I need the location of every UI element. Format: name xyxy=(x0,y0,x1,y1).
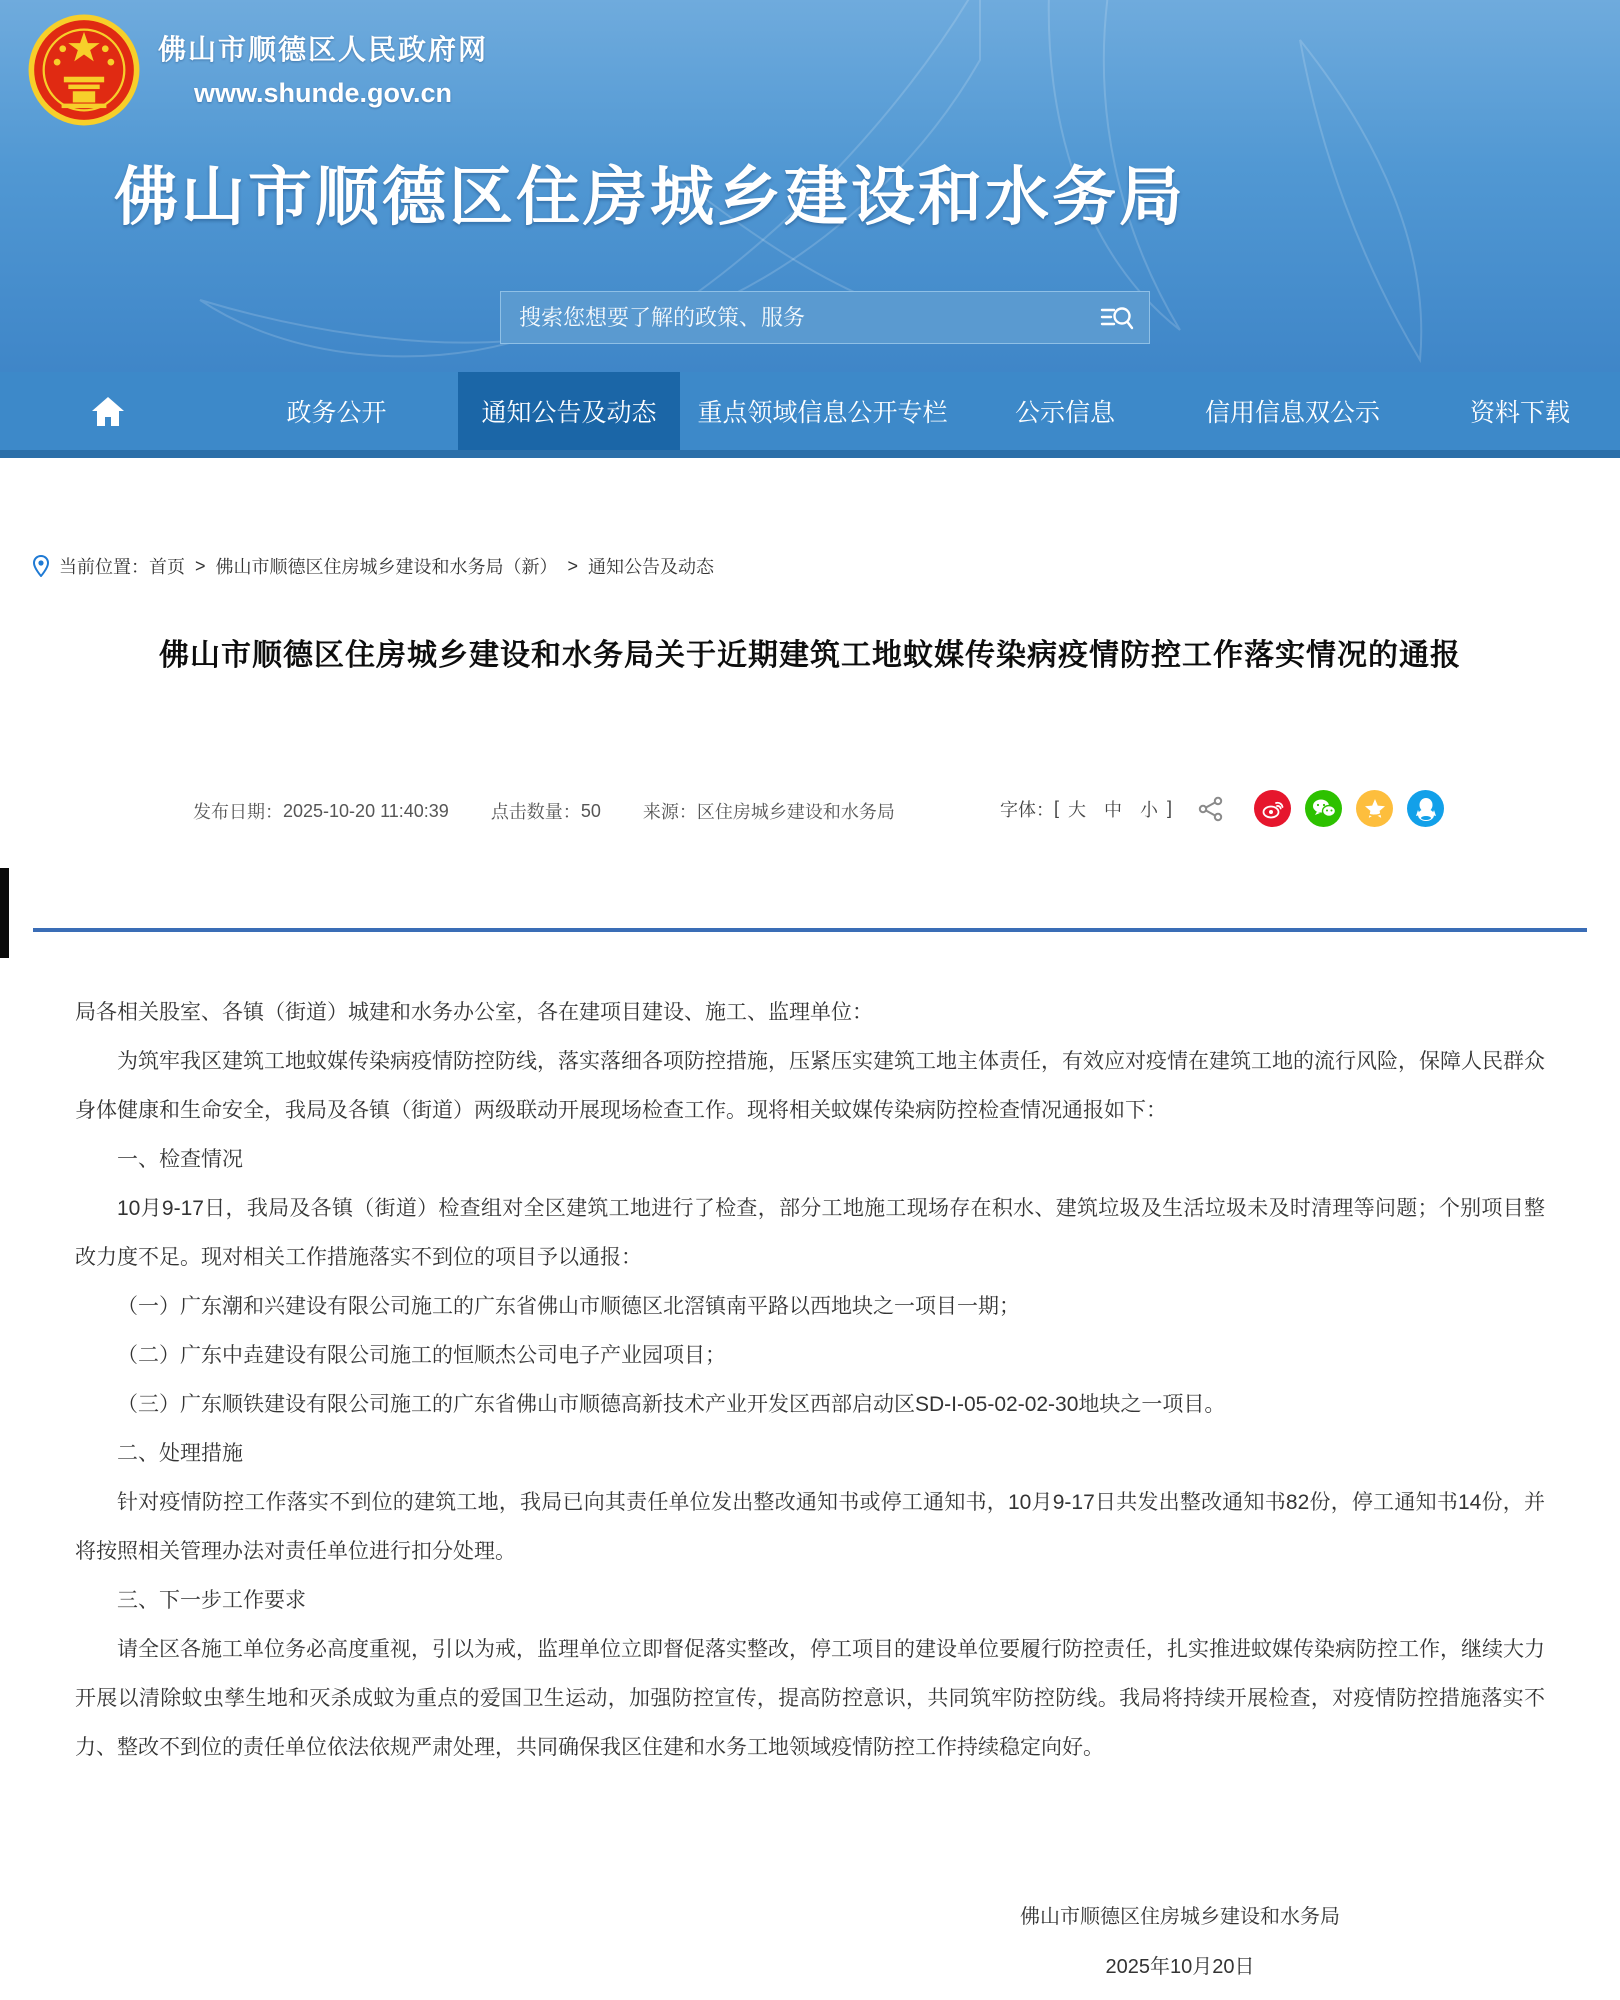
home-icon xyxy=(91,395,125,427)
font-size-small-button[interactable]: 小 xyxy=(1140,799,1159,820)
body-paragraph: 为筑牢我区建筑工地蚊媒传染病疫情防控防线，落实落细各项防控措施，压紧压实建筑工地主体责任，有效应对疫情在建筑工地的流行风险，保障人民群众身体健康和生命安全，我局及各镇（街道）两级联动开展现场检查工作。现将相关蚊媒传染病防控检查情况通报如下： xyxy=(75,1050,1545,1122)
breadcrumb-label: 当前位置： xyxy=(59,557,149,577)
source xyxy=(643,798,895,824)
breadcrumb-separator: > xyxy=(195,555,206,576)
font-bracket-open: [ xyxy=(1054,798,1060,818)
search-box xyxy=(500,291,1150,344)
qzone-icon[interactable] xyxy=(1356,790,1393,827)
body-paragraph: 局各相关股室、各镇（街道）城建和水务办公室，各在建项目建设、施工、监理单位： xyxy=(75,1001,873,1024)
wechat-icon[interactable] xyxy=(1305,790,1342,827)
national-emblem-icon xyxy=(28,14,140,126)
search-input[interactable] xyxy=(501,292,1085,343)
font-size-control xyxy=(1000,796,1172,822)
publish-date-value: 2025-10-20 11:40:39 xyxy=(283,800,449,821)
location-pin-icon xyxy=(33,555,49,577)
breadcrumb xyxy=(33,553,714,579)
article-signature xyxy=(1020,1892,1340,1992)
body-section-heading: 一、检查情况 xyxy=(117,1148,243,1171)
body-list-item: （一）广东潮和兴建设有限公司施工的广东省佛山市顺德区北滘镇南平路以西地块之一项目一期； xyxy=(117,1295,1020,1318)
nav-bottom-strip xyxy=(0,450,1620,458)
body-paragraph: 针对疫情防控工作落实不到位的建筑工地，我局已向其责任单位发出整改通知书或停工通知书，10月9-17日共发出整改通知书82份，停工通知书14份，并将按照相关管理办法对责任单位进行扣分处理。 xyxy=(75,1491,1545,1563)
nav-item-public-info[interactable]: 公示信息 xyxy=(1014,399,1115,427)
share-icon[interactable] xyxy=(1198,796,1224,822)
signature-date: 2025年10月20日 xyxy=(1105,1956,1255,1978)
nav-item-key-info[interactable]: 重点领域信息公开专栏 xyxy=(697,399,948,427)
breadcrumb-current[interactable]: 通知公告及动态 xyxy=(588,557,715,577)
nav-item-credit-info[interactable]: 信用信息双公示 xyxy=(1204,399,1380,427)
article-meta xyxy=(193,798,937,824)
nav-item-zhengwu[interactable]: 政务公开 xyxy=(286,399,387,427)
signature-org: 佛山市顺德区住房城乡建设和水务局 xyxy=(1020,1906,1340,1928)
click-count-label: 点击数量： xyxy=(490,802,581,822)
article-title: 佛山市顺德区住房城乡建设和水务局关于近期建筑工地蚊媒传染病疫情防控工作落实情况的通报 xyxy=(159,639,1461,672)
search-button[interactable] xyxy=(1085,292,1149,343)
breadcrumb-separator: > xyxy=(567,555,579,576)
nav-item-notices-active[interactable]: 通知公告及动态 xyxy=(458,372,680,450)
main-nav xyxy=(0,372,1620,450)
article-tools xyxy=(1000,790,1444,827)
body-list-item: （二）广东中垚建设有限公司施工的恒顺杰公司电子产业园项目； xyxy=(117,1344,726,1367)
body-section-heading: 三、下一步工作要求 xyxy=(117,1589,306,1612)
body-section-heading: 二、处理措施 xyxy=(117,1442,243,1465)
weibo-icon[interactable] xyxy=(1254,790,1291,827)
body-list-item: （三）广东顺铁建设有限公司施工的广东省佛山市顺德高新技术产业开发区西部启动区SD-I-05-02-02-30地块之一项目。 xyxy=(117,1393,1226,1416)
font-size-large-button[interactable]: 大 xyxy=(1068,799,1087,820)
source-value: 区住房城乡建设和水务局 xyxy=(696,802,895,822)
publish-date-label: 发布日期： xyxy=(193,802,283,822)
left-edge-bar xyxy=(0,868,9,958)
qq-icon[interactable] xyxy=(1407,790,1444,827)
font-bracket-close: ] xyxy=(1167,798,1173,818)
site-identity xyxy=(158,28,488,109)
site-name: 佛山市顺德区人民政府网 xyxy=(158,34,489,65)
publish-date xyxy=(193,798,449,824)
breadcrumb-bureau-link[interactable]: 佛山市顺德区住房城乡建设和水务局（新） xyxy=(215,557,558,577)
site-logo-block[interactable] xyxy=(28,14,488,126)
font-size-medium-button[interactable]: 中 xyxy=(1104,799,1123,820)
body-paragraph: 10月9-17日，我局及各镇（街道）检查组对全区建筑工地进行了检查，部分工地施工现场存在积水、建筑垃圾及生活垃圾未及时清理等问题；个别项目整改力度不足。现对相关工作措施落实不到位的项目予以通报： xyxy=(75,1197,1545,1269)
bureau-banner-title: 佛山市顺德区住房城乡建设和水务局 xyxy=(114,161,1186,233)
search-icon xyxy=(1100,303,1134,333)
nav-home-button[interactable] xyxy=(0,372,215,450)
article-body xyxy=(75,988,1545,1772)
blue-divider-line xyxy=(33,928,1587,932)
font-size-label: 字体： xyxy=(1000,799,1054,820)
breadcrumb-home-link[interactable]: 首页 xyxy=(149,557,185,577)
body-paragraph: 请全区各施工单位务必高度重视，引以为戒，监理单位立即督促落实整改，停工项目的建设单位要履行防控责任，扎实推进蚊媒传染病防控工作，继续大力开展以清除蚊虫孳生地和灭杀成蚊为重点的爱国卫生运动，加强防控宣传，提高防控意识，共同筑牢防控防线。我局将持续开展检查，对疫情防控措施落实不力、整改不到位的责任单位依法依规严肃处理，共同确保我区住建和水务工地领域疫情防控工作持续稳定向好。 xyxy=(75,1638,1545,1759)
site-header xyxy=(0,0,1620,372)
nav-item-downloads[interactable]: 资料下载 xyxy=(1469,399,1570,427)
click-count xyxy=(491,798,601,824)
click-count-value: 50 xyxy=(580,800,601,821)
source-label: 来源： xyxy=(642,802,697,822)
site-url: www.shunde.gov.cn xyxy=(194,78,453,108)
